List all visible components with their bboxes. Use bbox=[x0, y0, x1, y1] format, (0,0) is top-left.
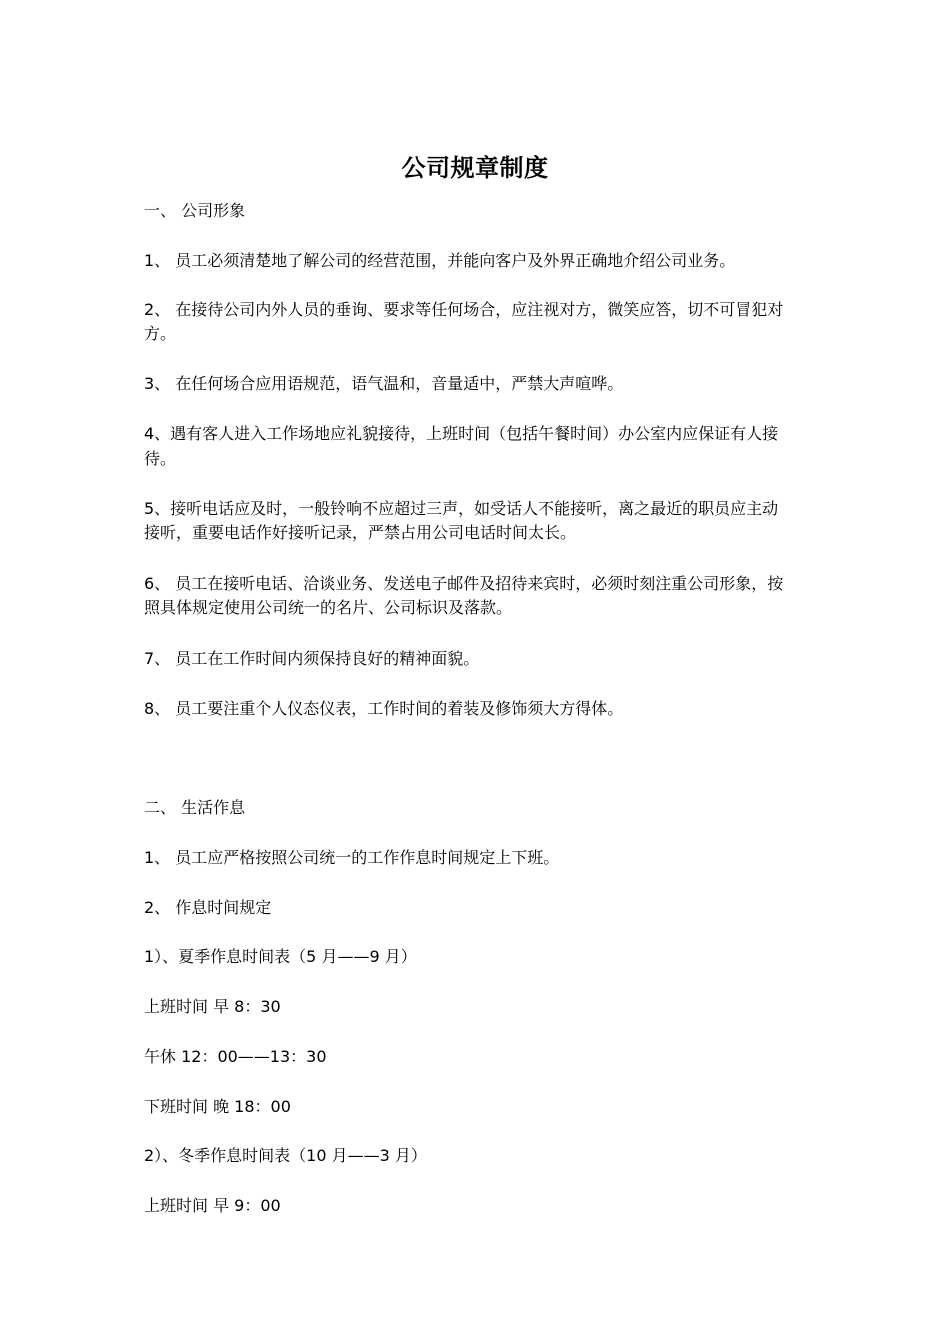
schedule-paragraph-1: 1、 员工应严格按照公司统一的工作作息时间规定上下班。 bbox=[144, 848, 560, 867]
paragraph-1: 1、 员工必须清楚地了解公司的经营范围，并能向客户及外界正确地介绍公司业务。 bbox=[144, 251, 736, 270]
schedule-paragraph-2: 2、 作息时间规定 bbox=[144, 898, 272, 917]
summer-end-time: 下班时间 晚 18：00 bbox=[144, 1097, 291, 1116]
document-title: 公司规章制度 bbox=[401, 154, 549, 182]
paragraph-5-line-1: 5、接听电话应及时，一般铃响不应超过三声，如受话人不能接听，离之最近的职员应主动 bbox=[144, 499, 779, 518]
winter-schedule-heading: 2）、冬季作息时间表（10 月——3 月） bbox=[144, 1146, 427, 1165]
paragraph-8: 8、 员工要注重个人仪态仪表，工作时间的着装及修饰须大方得体。 bbox=[144, 699, 624, 718]
paragraph-4-line-1: 4、遇有客人进入工作场地应礼貌接待，上班时间（包括午餐时间）办公室内应保证有人接 bbox=[144, 424, 779, 443]
summer-start-time: 上班时间 早 8：30 bbox=[144, 997, 281, 1016]
paragraph-7: 7、 员工在工作时间内须保持良好的精神面貌。 bbox=[144, 649, 480, 668]
winter-start-time: 上班时间 早 9：00 bbox=[144, 1196, 281, 1215]
paragraph-6-line-1: 6、 员工在接听电话、洽谈业务、发送电子邮件及招待来宾时，必须时刻注重公司形象，按 bbox=[144, 574, 784, 593]
paragraph-2-line-2: 方。 bbox=[144, 324, 177, 343]
paragraph-4-line-2: 待。 bbox=[144, 449, 177, 468]
paragraph-5-line-2: 接听，重要电话作好接听记录，严禁占用公司电话时间太长。 bbox=[144, 523, 577, 542]
summer-lunch-break: 午休 12：00——13：30 bbox=[144, 1047, 327, 1066]
paragraph-6-line-2: 照具体规定使用公司统一的名片、公司标识及落款。 bbox=[144, 598, 513, 617]
summer-schedule-heading: 1）、夏季作息时间表（5 月——9 月） bbox=[144, 947, 417, 966]
section-heading-daily-schedule: 二、 生活作息 bbox=[144, 798, 246, 817]
section-heading-company-image: 一、 公司形象 bbox=[144, 201, 246, 220]
paragraph-3: 3、 在任何场合应用语规范，语气温和，音量适中，严禁大声喧哗。 bbox=[144, 374, 624, 393]
paragraph-2-line-1: 2、 在接待公司内外人员的垂询、要求等任何场合，应注视对方，微笑应答，切不可冒犯对 bbox=[144, 300, 784, 319]
